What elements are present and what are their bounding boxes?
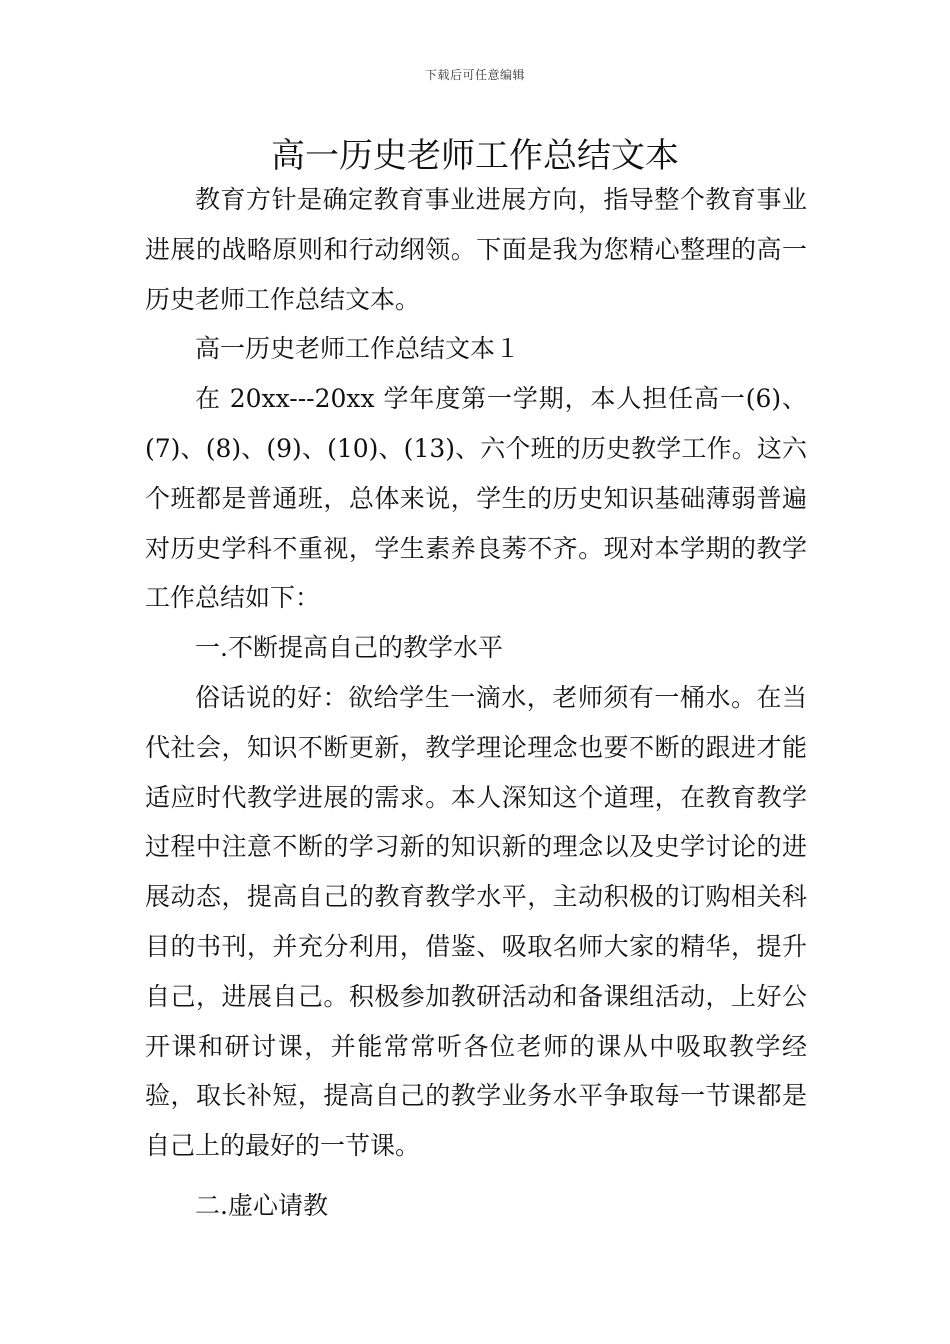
document-body [145, 175, 807, 1231]
paragraph-subtitle: 高一历史老师工作总结文本１ [195, 334, 521, 364]
paragraph-intro: 教育方针是确定教育事业进展方向，指导整个教育事业进展的战略原则和行动纲领。下面是我为您精心整理的高一历史老师工作总结文本。 [145, 185, 807, 314]
header-note: 下载后可任意编辑 [424, 68, 525, 82]
paragraph-overview: 在 20xx---20xx 学年度第一学期，本人担任高一(6)、(7)、(8)、(9)、(10)、(13)、六个班的历史教学工作。这六个班都是普通班，总体来说，学生的历史知识基础薄弱普遍对历史学科不重视，学生素养良莠不齐。现对本学期的教学工作总结如下： [145, 384, 807, 613]
document-title: 高一历史老师工作总结文本 [271, 136, 679, 176]
paragraph-section-1: 俗话说的好：欲给学生一滴水，老师须有一桶水。在当代社会，知识不断更新，教学理论理念也要不断的跟进才能适应时代教学进展的需求。本人深知这个道理，在教育教学过程中注意不断的学习新的知识新的理念以及史学讨论的进展动态，提高自己的教育教学水平，主动积极的订购相关科目的书刊，并充分利用，借鉴、吸取名师大家的精华，提升自己，进展自己。积极参加教研活动和备课组活动，上好公开课和研讨课，并能常常听各位老师的课从中吸取教学经验，取长补短，提高自己的教学业务水平争取每一节课都是自己上的最好的一节课。 [145, 682, 807, 1161]
section-heading-1: 一.不断提高自己的教学水平 [195, 633, 503, 663]
section-heading-2: 二.虚心请教 [195, 1190, 328, 1220]
